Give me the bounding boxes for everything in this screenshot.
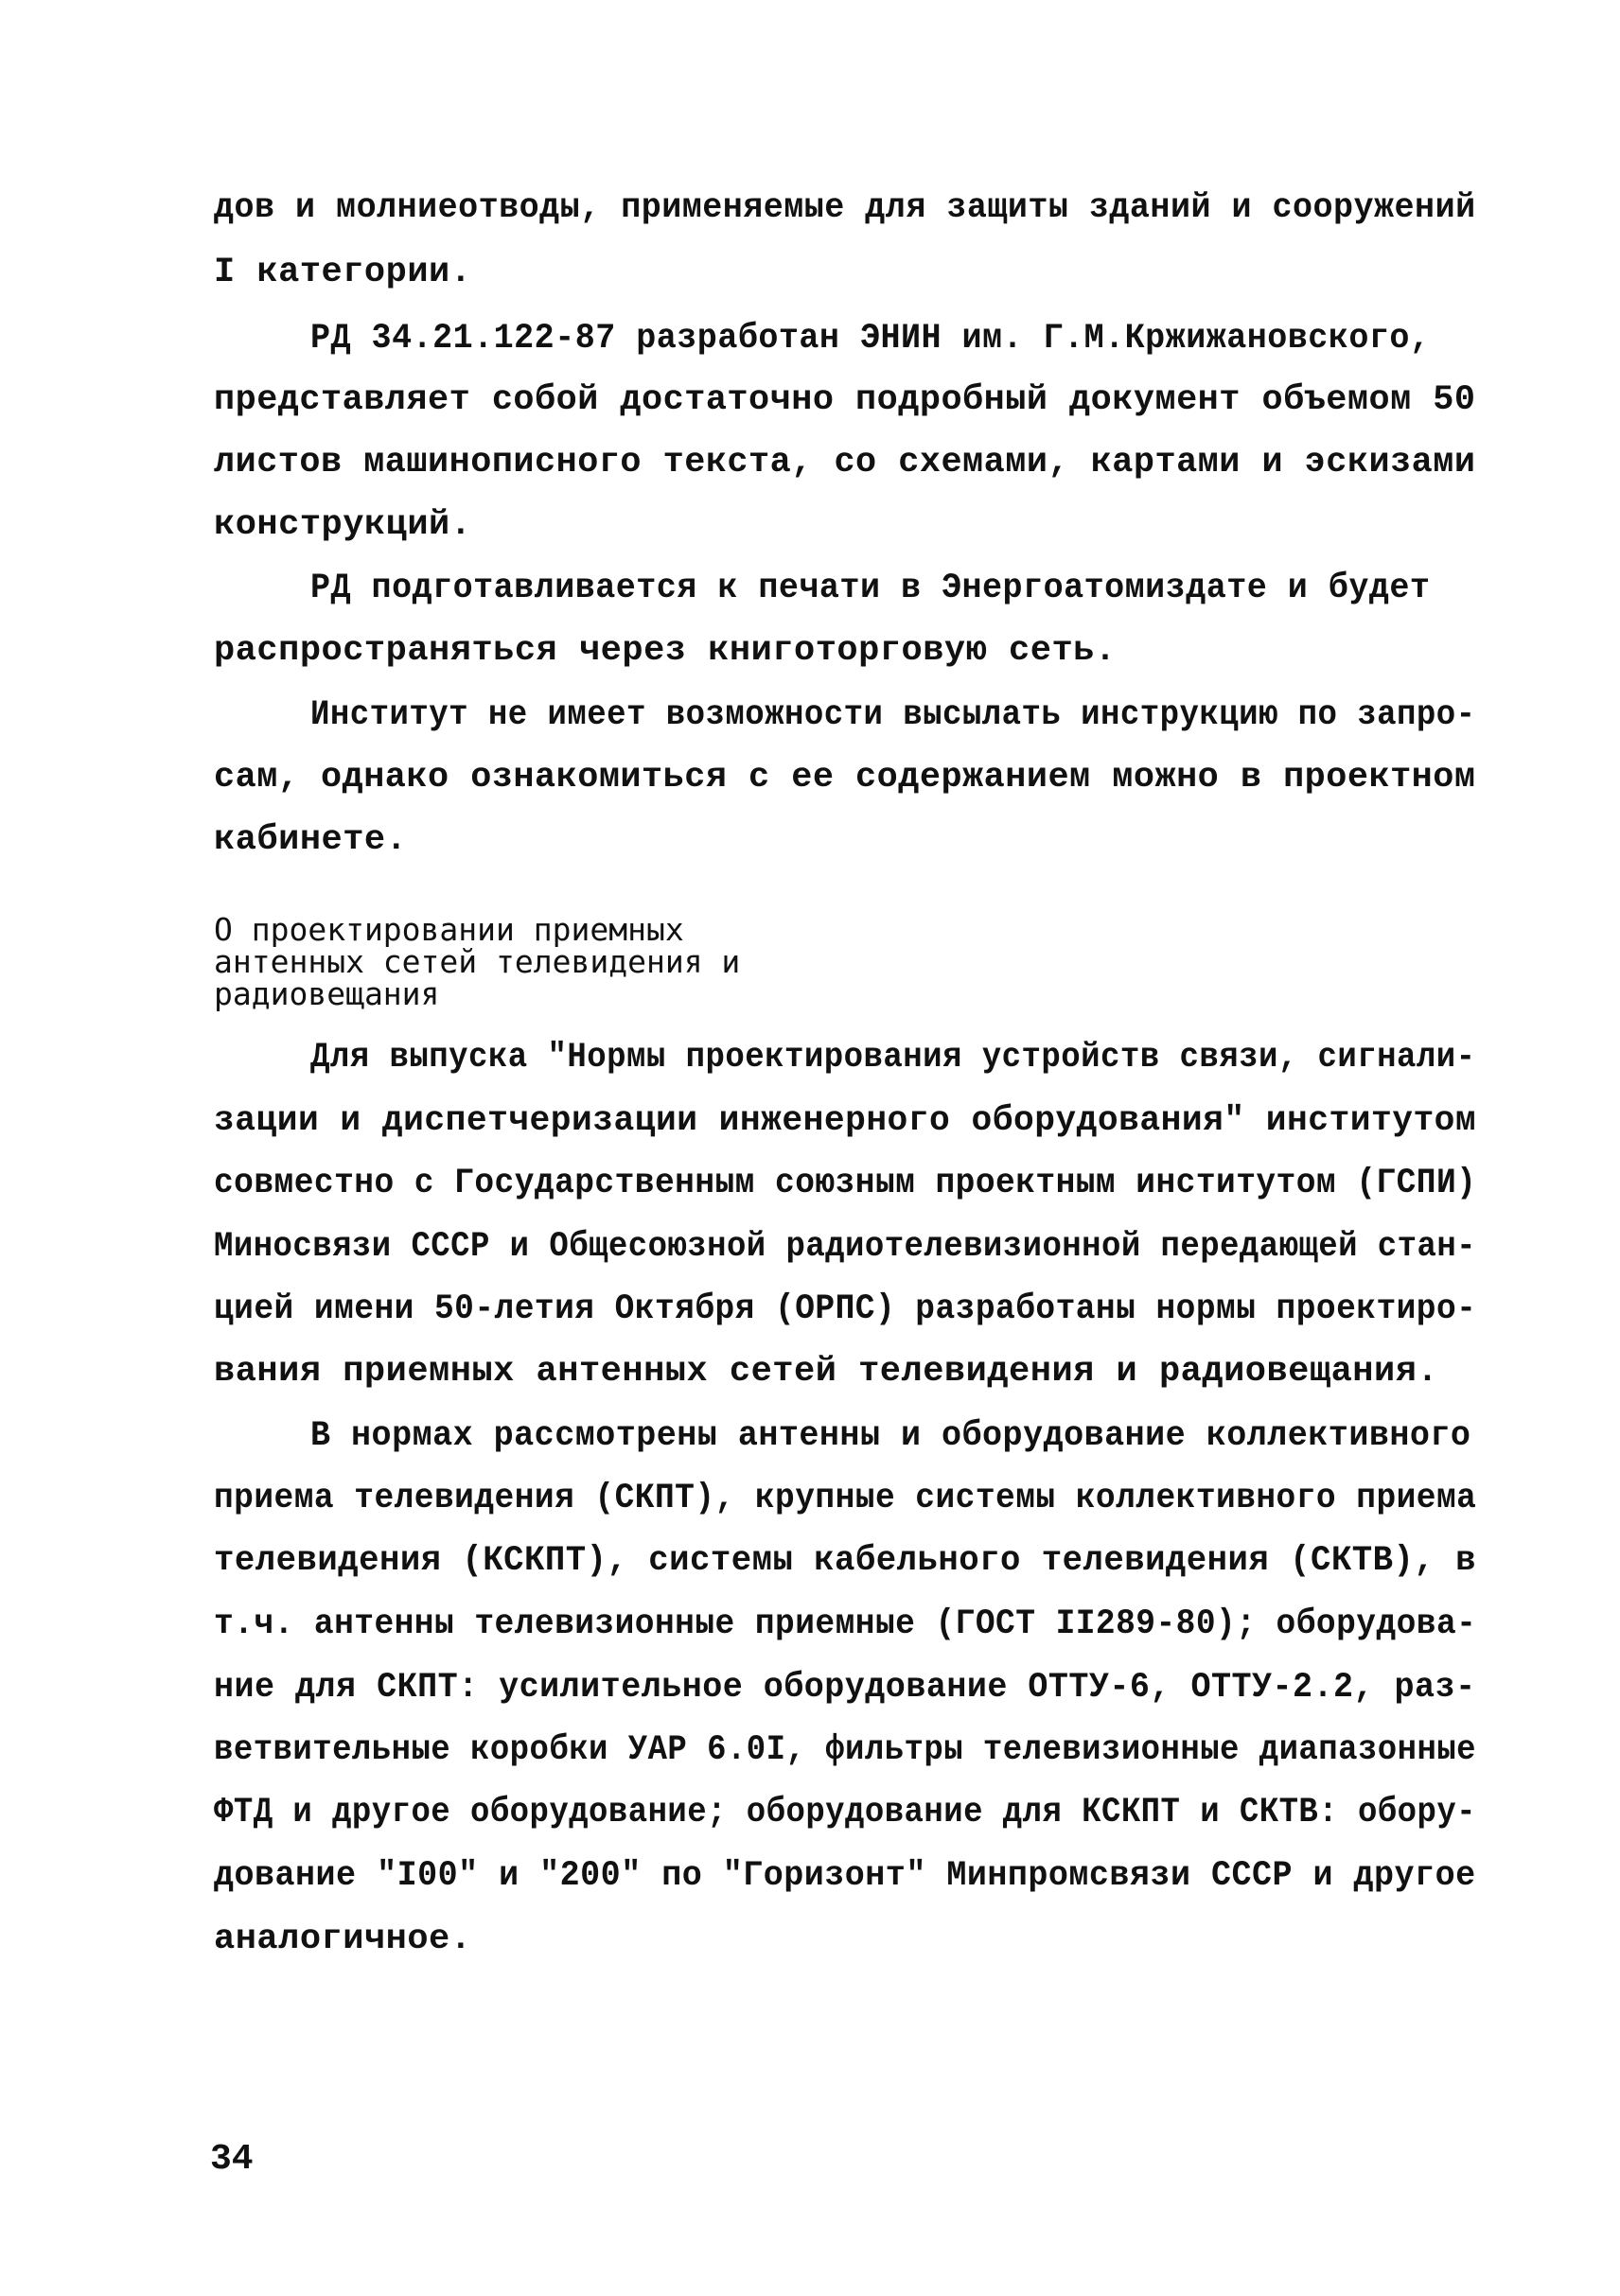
- text-line: зации и диспетчеризации инженерного оборудования" институтом: [214, 1101, 1477, 1141]
- section-heading-line: антенных сетей телевидения и: [214, 943, 741, 980]
- text-line: В нормах рассмотрены антенны и оборудование коллективного: [310, 1416, 1471, 1456]
- text-line: распространяться через книготорговую сеть.: [214, 631, 1117, 671]
- page-number: 34: [210, 2139, 254, 2180]
- text-line: совместно с Государственным союзным проектным институтом (ГСПИ): [214, 1164, 1477, 1203]
- text-line: Миносвязи СССР и Общесоюзной радиотелевизионной передающей стан-: [214, 1227, 1477, 1267]
- text-line: Институт не имеет возможности высылать инструкцию по запро-: [310, 695, 1476, 735]
- text-line: сам, однако ознакомиться с ее содержанием можно в проектном: [214, 758, 1476, 797]
- text-line: телевидения (КСКПТ), системы кабельного телевидения (СКТВ), в: [214, 1541, 1476, 1581]
- text-line: вания приемных антенных сетей телевидения и радиовещания.: [214, 1352, 1439, 1392]
- text-line: РД подготавливается к печати в Энергоатомиздате и будет: [310, 569, 1431, 608]
- text-line: Для выпуска "Нормы проектирования устройств связи, сигнали-: [310, 1038, 1476, 1078]
- text-line: конструкций.: [214, 505, 472, 545]
- text-line: дование "I00" и "200" по "Горизонт" Минпромсвязи СССР и другое: [214, 1856, 1476, 1896]
- text-line: т.ч. антенны телевизионные приемные (ГОСТ II289-80); оборудова-: [214, 1604, 1477, 1644]
- text-line: листов машинописного текста, со схемами, картами и эскизами: [214, 443, 1476, 482]
- text-line: дов и молниеотводы, применяемые для защиты зданий и сооружений: [214, 188, 1476, 228]
- text-line: кабинете.: [214, 820, 408, 860]
- text-line: ветвительные коробки УАР 6.0I, фильтры телевизионные диапазонные: [214, 1730, 1477, 1770]
- text-line: I категории.: [214, 253, 472, 292]
- section-heading-line: радиовещания: [214, 975, 440, 1012]
- section-heading-line: О проектировании приемных: [214, 911, 684, 948]
- text-line: представляет собой достаточно подробный документ объемом 50: [214, 380, 1476, 420]
- text-line: цией имени 50-летия Октября (ОРПС) разработаны нормы проектиро-: [214, 1289, 1477, 1329]
- text-line: ФТД и другое оборудование; оборудование для КСКПТ и СКТВ: обору-: [214, 1793, 1477, 1832]
- text-line: аналогичное.: [214, 1919, 472, 1959]
- text-line: приема телевидения (СКПТ), крупные системы коллективного приема: [214, 1479, 1477, 1518]
- text-line: ние для СКПТ: усилительное оборудование ОТТУ-6, ОТТУ-2.2, раз-: [214, 1668, 1476, 1708]
- text-line: РД 34.21.122-87 разработан ЭНИН им. Г.М.Кржижановского,: [310, 319, 1431, 359]
